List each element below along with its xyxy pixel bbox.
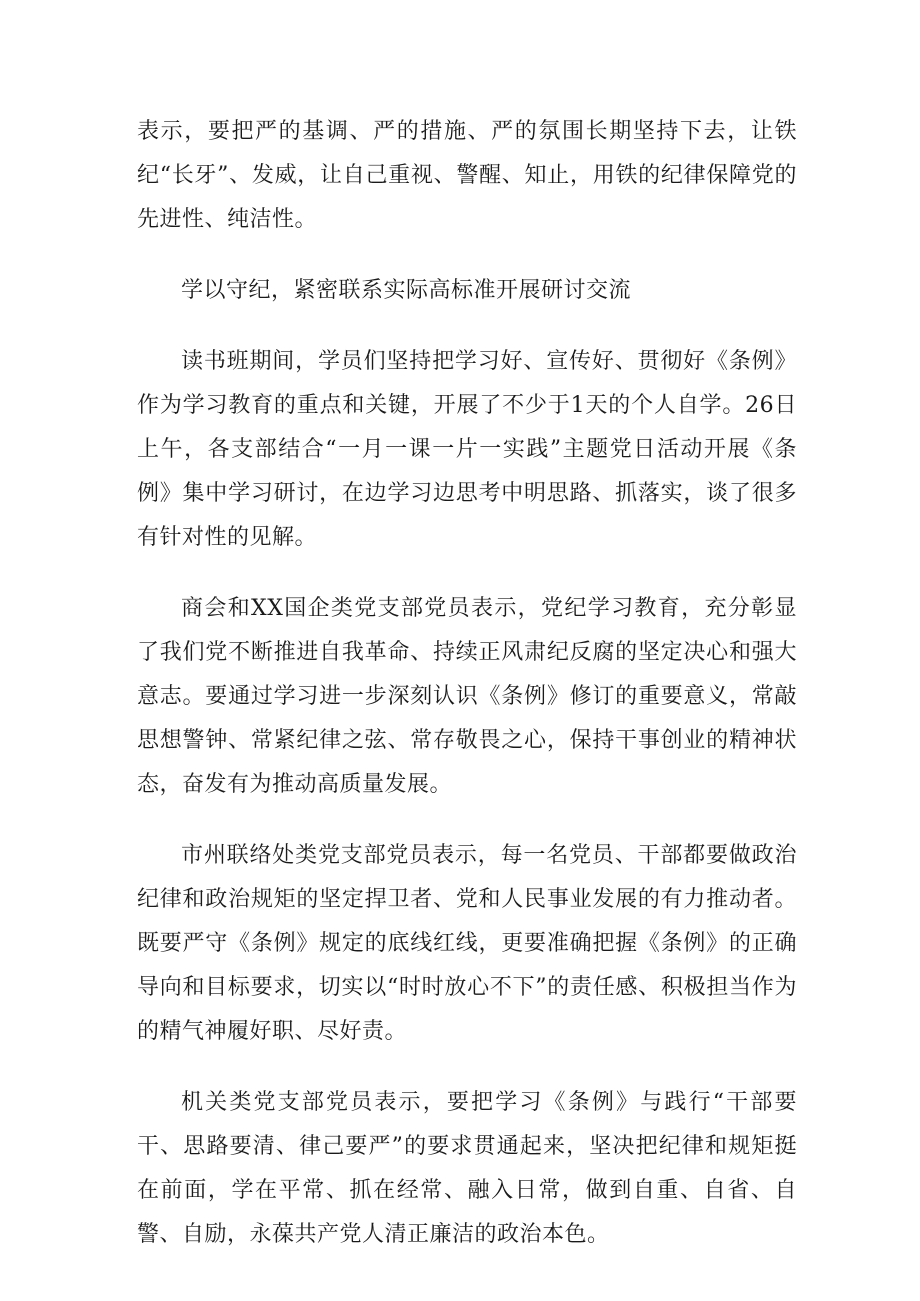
document-body [137, 110, 797, 1284]
paragraph-liaison-office: 市州联络处类党支部党员表示，每一名党员、干部都要做政治纪律和政治规矩的坚定捍卫者、党和人民事业发展的有力推动者。既要严守《条例》规定的底线红线，更要准确把握《条例》的正确导向和目标要求，切实以“时时放心不下”的责任感、积极担当作为的精气神履好职、尽好责。 [137, 843, 797, 1044]
paragraph-government-organs: 机关类党支部党员表示，要把学习《条例》与践行“干部要干、思路要清、律己要严”的要求贯通起来，坚决把纪律和规矩挺在前面，学在平常、抓在经常、融入日常，做到自重、自省、自警、自励，永葆共产党人清正廉洁的政治本色。 [137, 1090, 797, 1247]
paragraph-chamber-of-commerce: 商会和XX国企类党支部党员表示，党纪学习教育，充分彰显了我们党不断推进自我革命、持续正风肃纪反腐的坚定决心和强大意志。要通过学习进一步深刻认识《条例》修订的重要意义，常敲思想警钟、常紧纪律之弦、常存敬畏之心，保持干事创业的精神状态，奋发有为推动高质量发展。 [137, 596, 797, 797]
paragraph-reading-class: 读书班期间，学员们坚持把学习好、宣传好、贯彻好《条例》作为学习教育的重点和关键，开展了不少于1天的个人自学。26日上午，各支部结合“一月一课一片一实践”主题党日活动开展《条例》集中学习研讨，在边学习边思考中明思路、抓落实，谈了很多有针对性的见解。 [137, 349, 797, 550]
section-heading: 学以守纪，紧密联系实际高标准开展研讨交流 [181, 278, 632, 303]
paragraph-continuation: 表示，要把严的基调、严的措施、严的氛围长期坚持下去，让铁纪“长牙”、发威，让自己重视、警醒、知止，用铁的纪律保障党的先进性、纯洁性。 [137, 119, 797, 232]
